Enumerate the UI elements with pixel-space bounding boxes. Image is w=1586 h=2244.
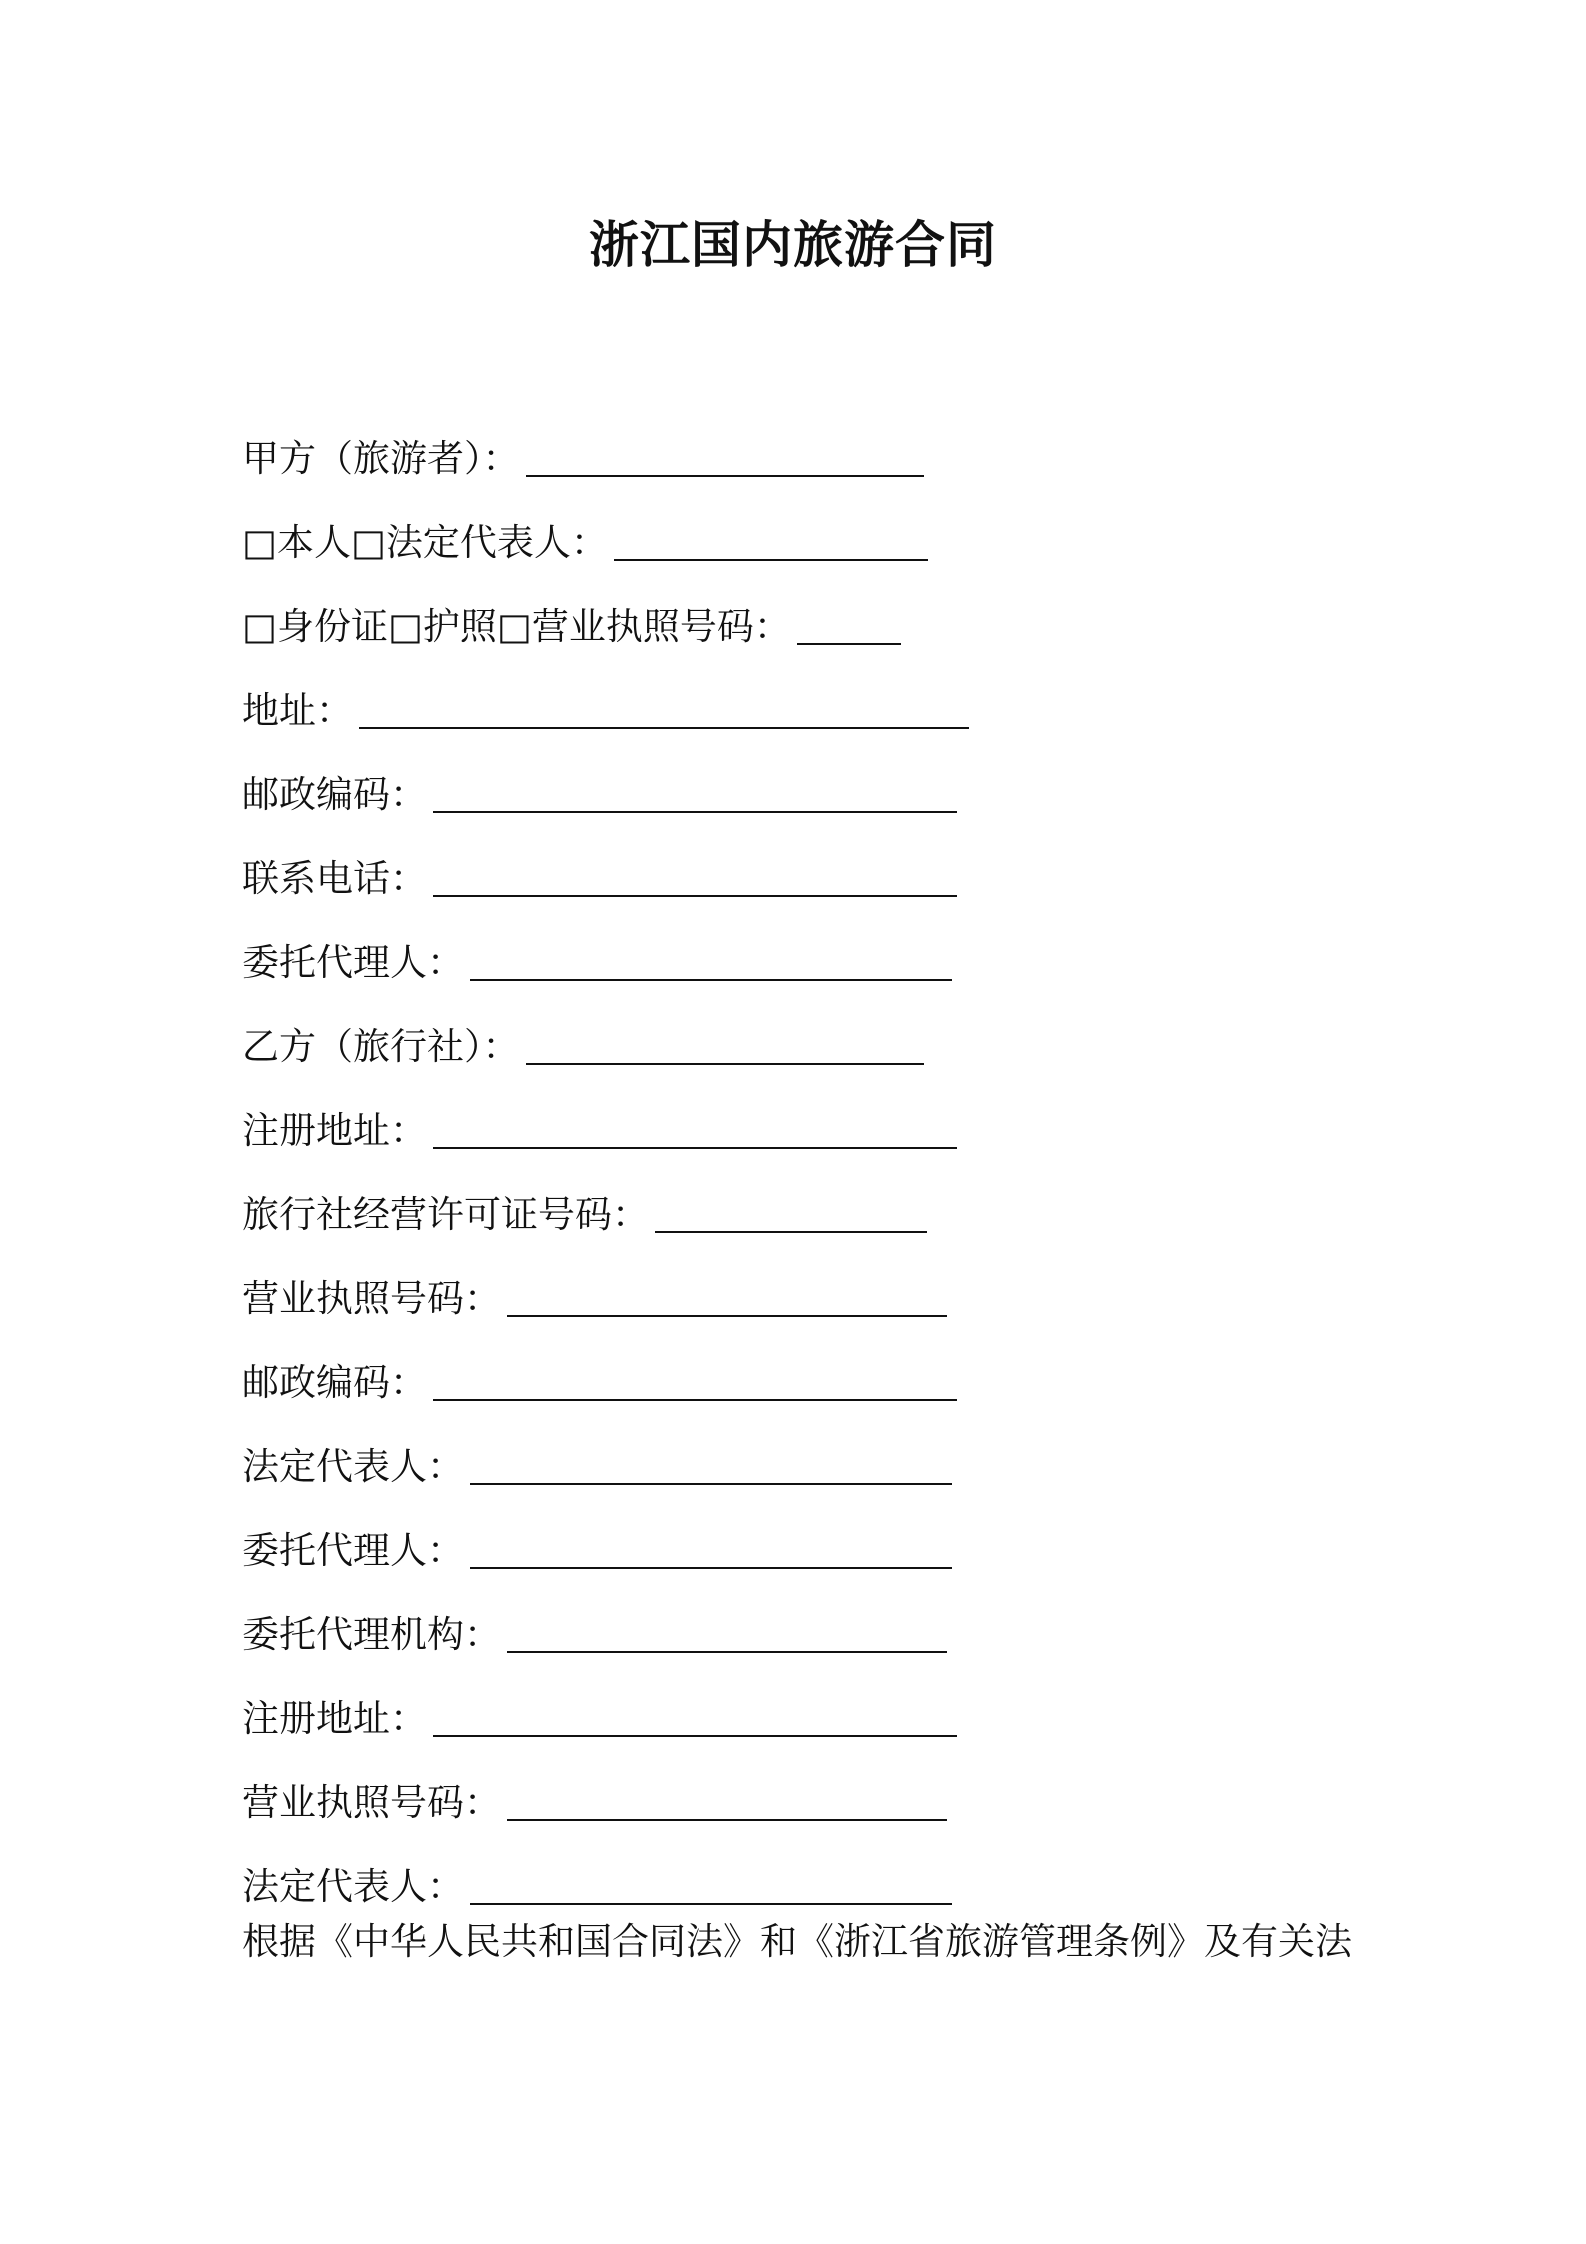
form-row-id-number	[242, 573, 1442, 657]
field-label: 地址：	[242, 689, 353, 732]
fill-in-blank[interactable]	[433, 1105, 957, 1149]
form-row-postcode	[242, 741, 1442, 825]
field-label: 邮政编码：	[242, 1361, 427, 1404]
fill-in-blank[interactable]	[433, 1693, 957, 1737]
page-title: 浙江国内旅游合同	[589, 216, 997, 274]
form-row-registered-address-agent	[242, 1665, 1442, 1749]
field-label: 法定代表人：	[242, 1445, 464, 1488]
field-label: 联系电话：	[242, 857, 427, 900]
fill-in-blank[interactable]	[470, 1861, 952, 1905]
form-row-agent	[242, 909, 1442, 993]
form-row-self-or-legal-rep	[242, 489, 1442, 573]
field-label: 乙方（旅行社）：	[242, 1025, 520, 1068]
field-label: 法定代表人：	[242, 1865, 464, 1908]
form-row-legal-rep-agent	[242, 1833, 1442, 1917]
field-label: 旅行社经营许可证号码：	[242, 1193, 649, 1236]
field-label: 注册地址：	[242, 1109, 427, 1152]
fill-in-blank[interactable]	[433, 853, 957, 897]
fill-in-blank[interactable]	[655, 1189, 927, 1233]
fill-in-blank[interactable]	[614, 517, 928, 561]
field-label: 委托代理机构：	[242, 1613, 501, 1656]
form-row-business-license	[242, 1245, 1442, 1329]
fill-in-blank[interactable]	[359, 685, 969, 729]
field-label: 甲方（旅游者）：	[242, 437, 520, 480]
form-row-address	[242, 657, 1442, 741]
field-label: 注册地址：	[242, 1697, 427, 1740]
field-label: 营业执照号码：	[242, 1781, 501, 1824]
fill-in-blank[interactable]	[433, 769, 957, 813]
field-label: 委托代理人：	[242, 1529, 464, 1572]
form-row-legal-rep	[242, 1413, 1442, 1497]
fill-in-blank[interactable]	[470, 937, 952, 981]
field-label: 邮政编码：	[242, 773, 427, 816]
contract-party-form	[242, 405, 1442, 1917]
field-label: □本人□法定代表人：	[242, 521, 608, 564]
form-row-agent-b	[242, 1497, 1442, 1581]
form-row-business-license-agent	[242, 1749, 1442, 1833]
closing-paragraph: 根据《中华人民共和国合同法》和《浙江省旅游管理条例》及有关法	[242, 1920, 1352, 1963]
fill-in-blank[interactable]	[507, 1609, 947, 1653]
fill-in-blank[interactable]	[433, 1357, 957, 1401]
form-row-postcode-b	[242, 1329, 1442, 1413]
form-row-party-a	[242, 405, 1442, 489]
fill-in-blank[interactable]	[507, 1777, 947, 1821]
field-label: □身份证□护照□营业执照号码：	[242, 605, 791, 648]
form-row-travel-license	[242, 1161, 1442, 1245]
fill-in-blank[interactable]	[470, 1525, 952, 1569]
form-row-agent-organization	[242, 1581, 1442, 1665]
fill-in-blank[interactable]	[507, 1273, 947, 1317]
form-row-registered-address	[242, 1077, 1442, 1161]
field-label: 委托代理人：	[242, 941, 464, 984]
form-row-party-b	[242, 993, 1442, 1077]
form-row-phone	[242, 825, 1442, 909]
fill-in-blank[interactable]	[526, 1021, 924, 1065]
fill-in-blank[interactable]	[797, 601, 901, 645]
fill-in-blank[interactable]	[470, 1441, 952, 1485]
fill-in-blank[interactable]	[526, 433, 924, 477]
field-label: 营业执照号码：	[242, 1277, 501, 1320]
